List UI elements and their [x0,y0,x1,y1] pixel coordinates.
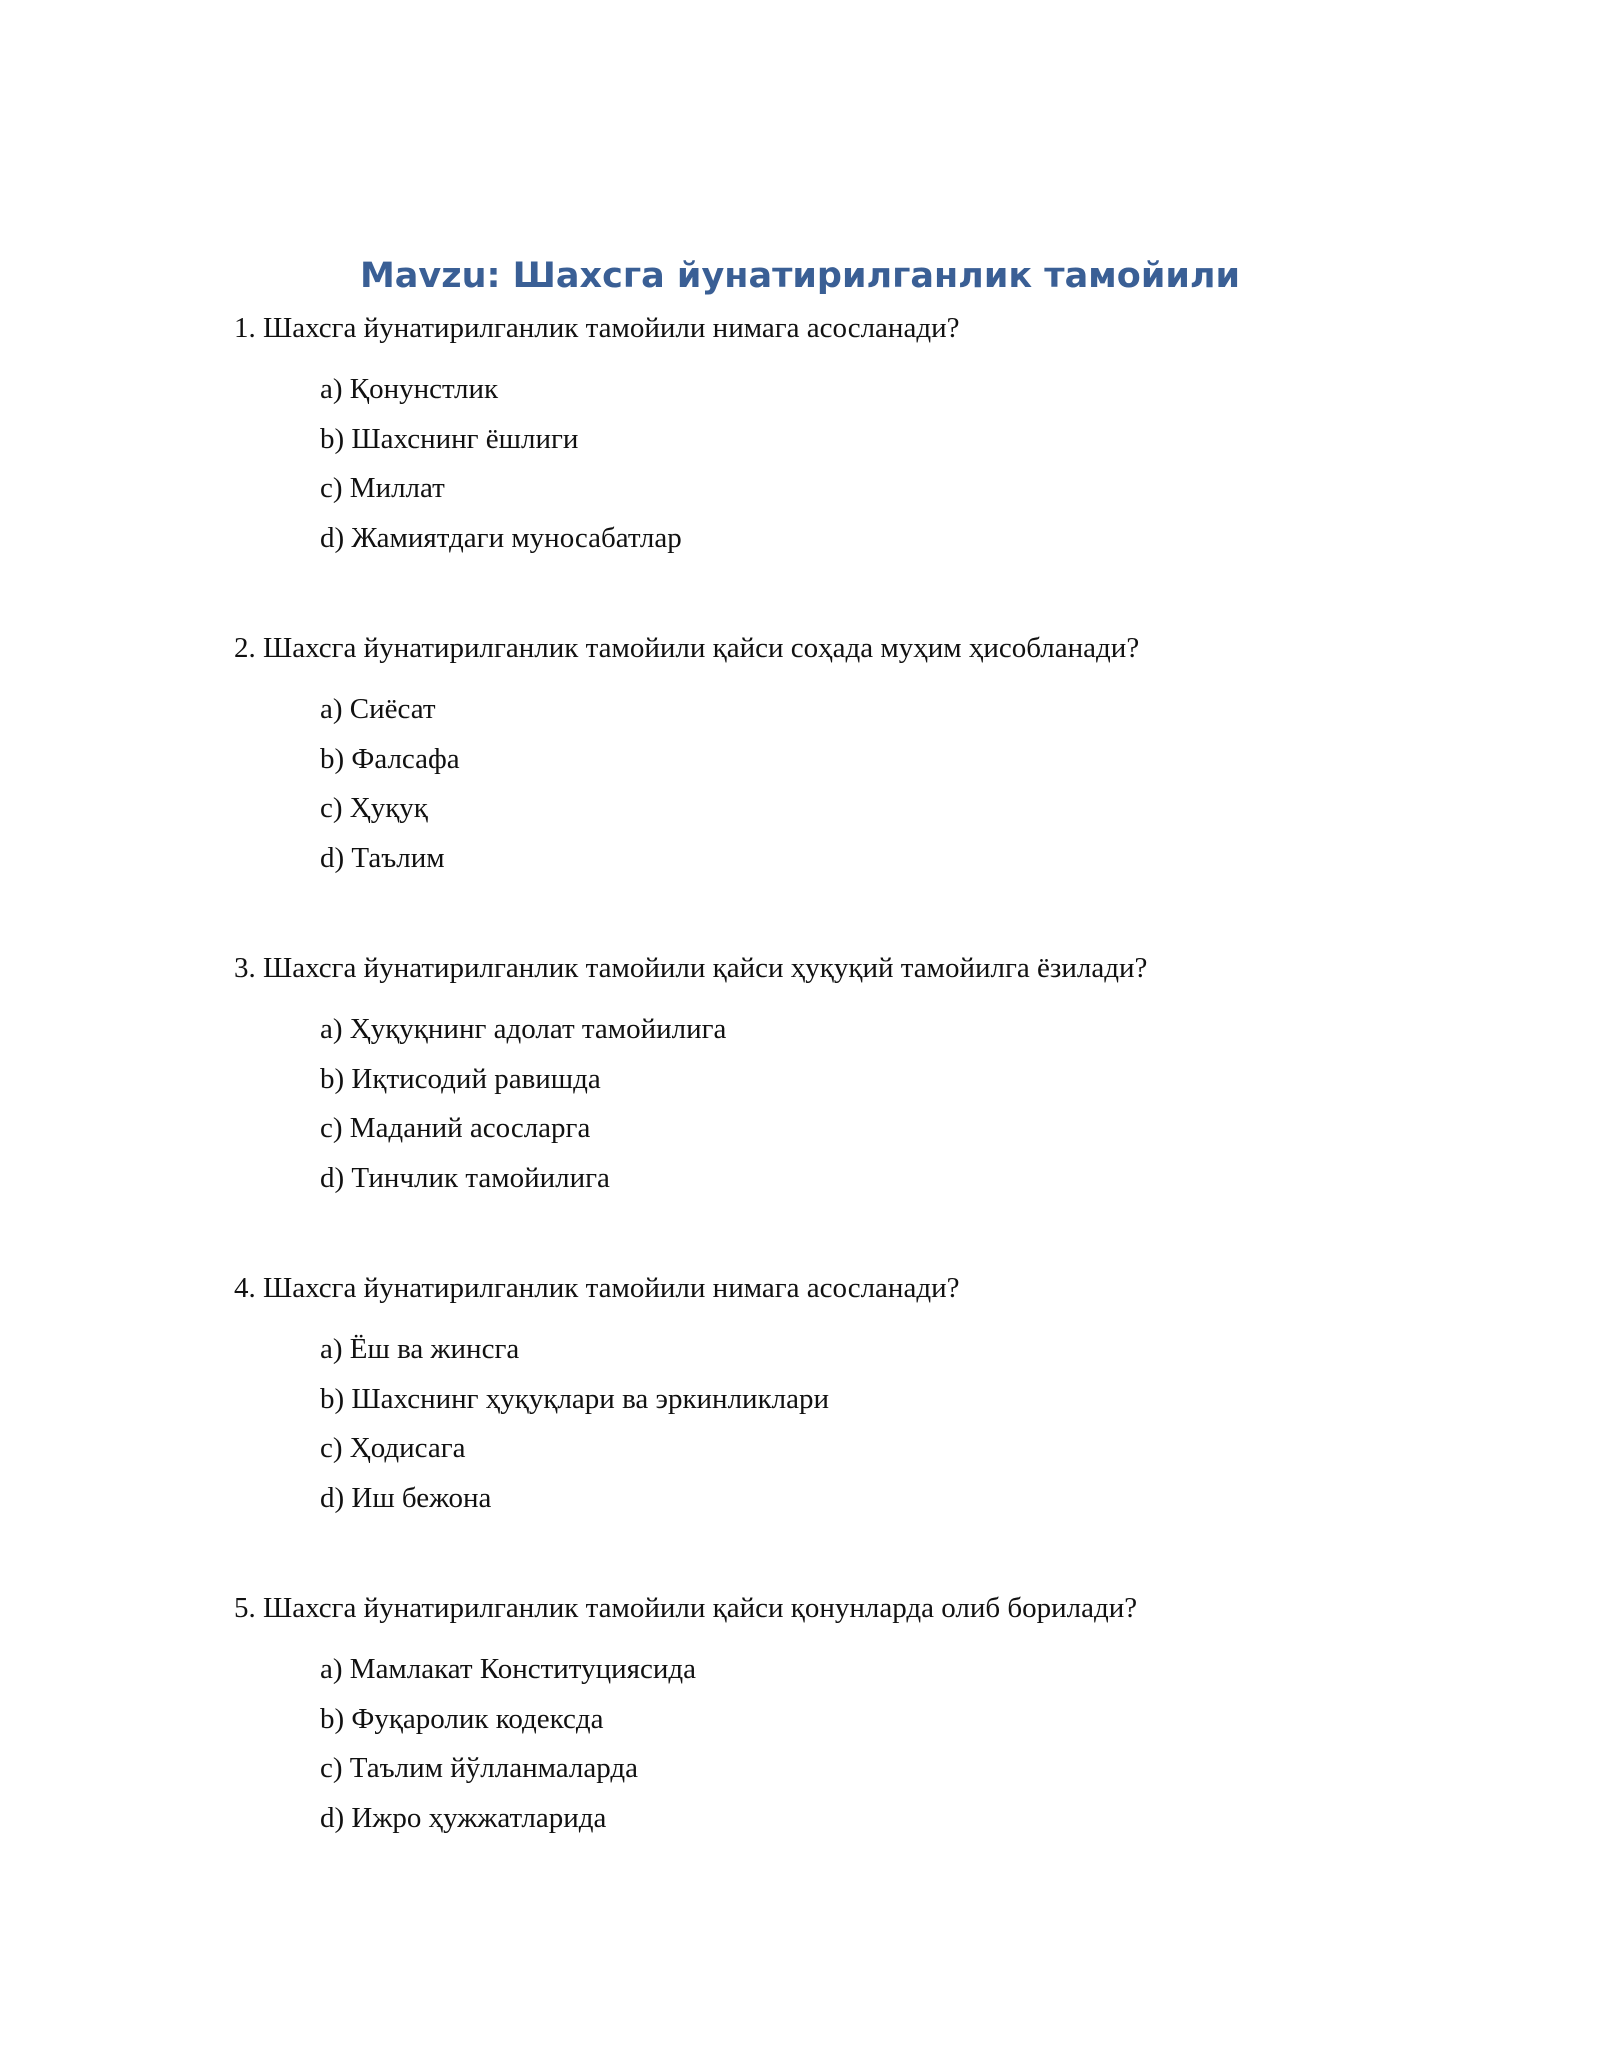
answer-option: a) Ҳуқуқнинг адолат тамойилига [320,1013,727,1045]
question-list [234,308,1394,1908]
answer-option: d) Жамиятдаги муносабатлар [320,521,682,554]
answer-option: a) Қонунстлик [320,373,499,405]
answer-option: a) Ёш ва жинсга [320,1333,520,1365]
question-item [234,948,1394,1203]
document-title: Mavzu: Шахсга йунатирилганлик тамойили [359,256,1241,296]
answer-options [234,685,1394,883]
answer-option: d) Ижро ҳужжатларида [320,1801,607,1834]
answer-option: c) Ҳуқуқ [320,792,428,824]
question-item [234,1588,1394,1843]
answer-option: c) Таълим йўлланмаларда [320,1752,638,1784]
answer-option: c) Ҳодисага [320,1432,466,1464]
answer-options [234,1005,1394,1203]
answer-options [234,1325,1394,1523]
question-text: 2. Шахсга йунатирилганлик тамойили қайси соҳада муҳим ҳисобланади? [234,632,1140,664]
answer-option: b) Шахснинг ёшлиги [320,422,579,455]
question-text: 5. Шахсга йунатирилганлик тамойили қайси қонунларда олиб борилади? [234,1592,1138,1624]
question-item [234,308,1394,563]
answer-option: b) Фалсафа [320,742,460,775]
answer-option: b) Фуқаролик кодексда [320,1702,604,1735]
answer-option: b) Шахснинг ҳуқуқлари ва эркинликлари [320,1382,830,1415]
answer-option: b) Иқтисодий равишда [320,1062,601,1095]
answer-option: d) Таълим [320,841,445,874]
question-text: 3. Шахсга йунатирилганлик тамойили қайси ҳуқуқий тамойилга ёзилади? [234,952,1148,984]
answer-option: a) Мамлакат Конституциясида [320,1653,696,1685]
answer-option: c) Маданий асосларга [320,1112,591,1144]
answer-options [234,1645,1394,1843]
answer-option: d) Тинчлик тамойилига [320,1161,610,1194]
question-item [234,628,1394,883]
answer-option: a) Сиёсат [320,693,436,725]
question-text: 1. Шахсга йунатирилганлик тамойили нимага асосланади? [234,312,960,344]
answer-options [234,365,1394,563]
question-text: 4. Шахсга йунатирилганлик тамойили нимага асосланади? [234,1272,960,1304]
answer-option: c) Миллат [320,472,445,504]
question-item [234,1268,1394,1523]
answer-option: d) Иш бежона [320,1481,492,1514]
